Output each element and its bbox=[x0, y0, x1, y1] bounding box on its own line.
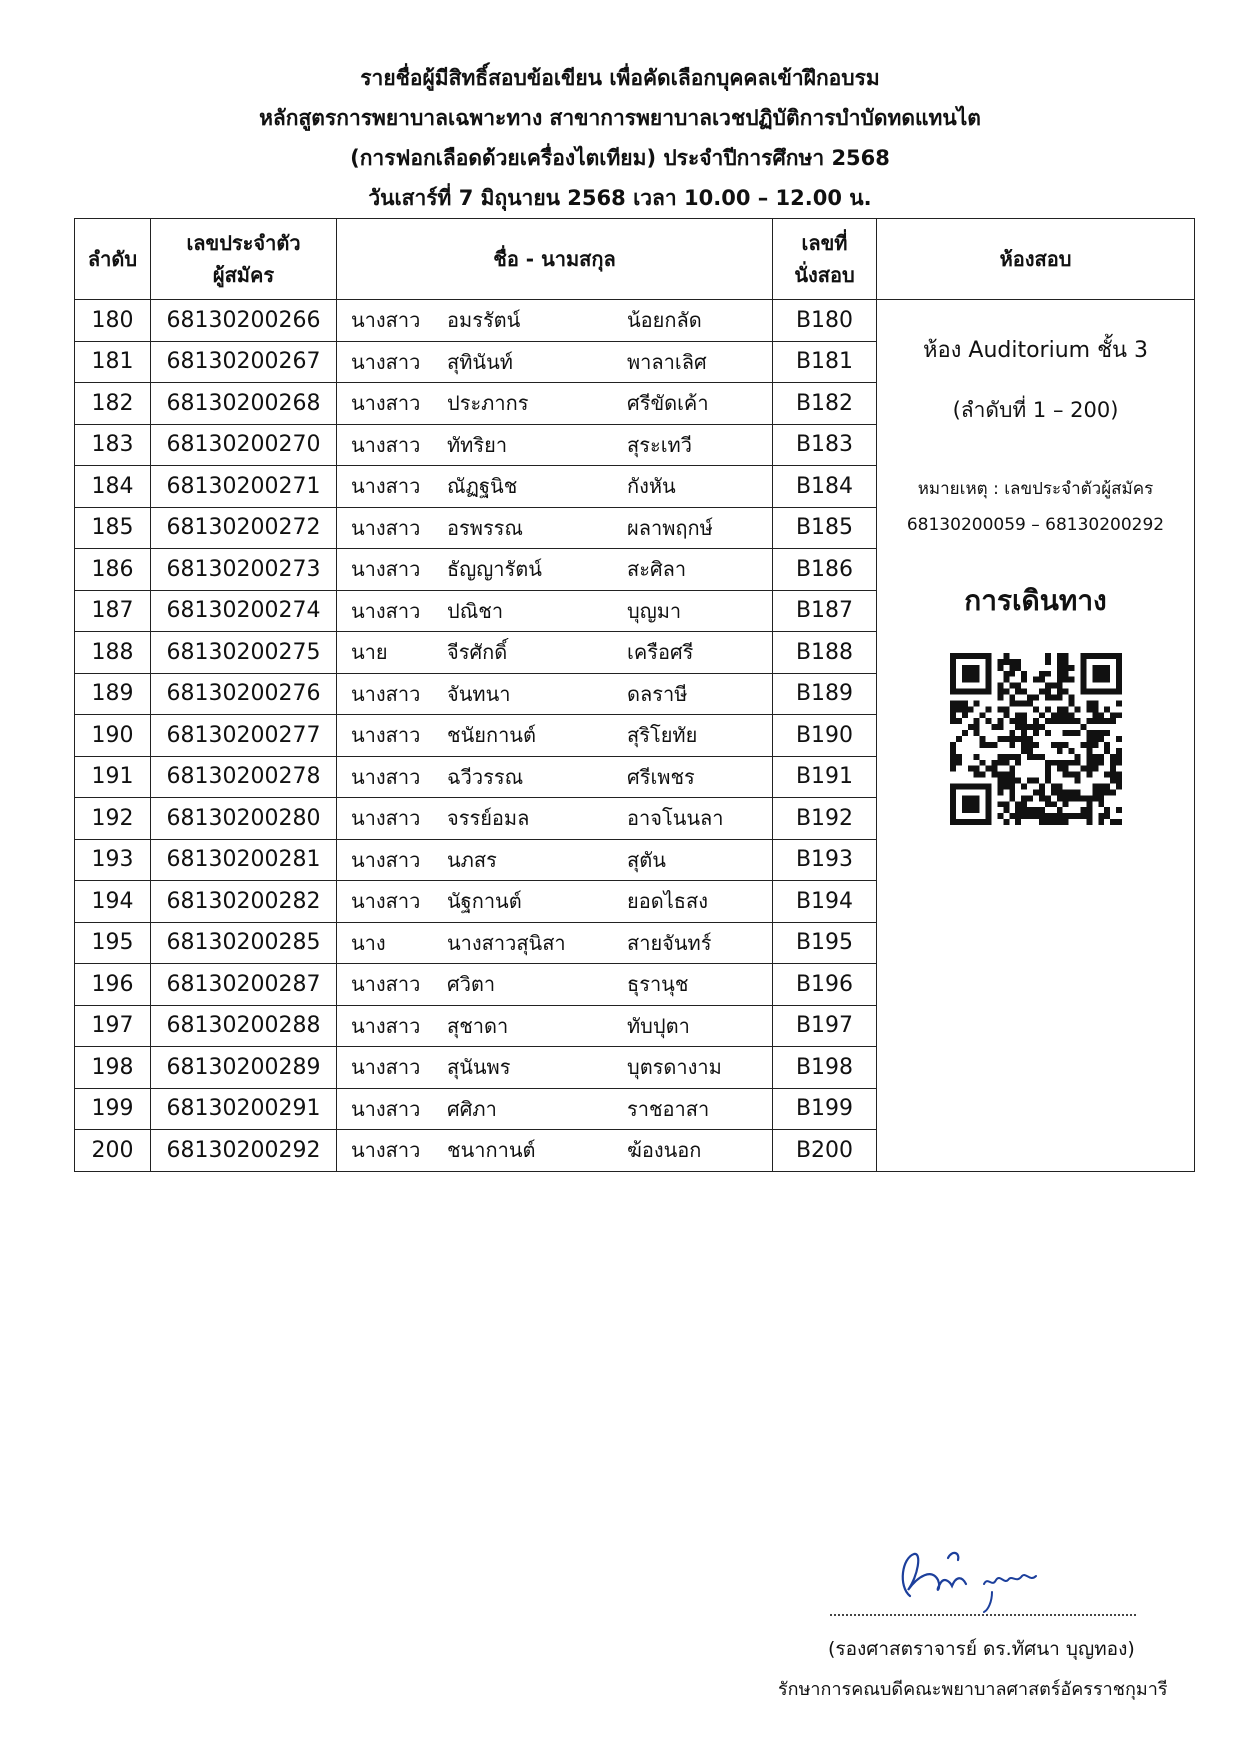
row-order: 196 bbox=[75, 964, 151, 1006]
row-order: 181 bbox=[75, 341, 151, 383]
table-row bbox=[75, 300, 1195, 342]
row-order: 184 bbox=[75, 466, 151, 508]
row-applicant-id: 68130200270 bbox=[151, 424, 337, 466]
row-name bbox=[337, 424, 773, 466]
handwritten-signature bbox=[888, 1546, 1068, 1616]
row-name bbox=[337, 881, 773, 923]
last-name: กังหัน bbox=[627, 474, 676, 499]
row-seat: B196 bbox=[773, 964, 877, 1006]
row-applicant-id: 68130200273 bbox=[151, 549, 337, 591]
row-name bbox=[337, 922, 773, 964]
header-name: ชื่อ - นามสกุล bbox=[337, 219, 773, 300]
row-applicant-id: 68130200288 bbox=[151, 1005, 337, 1047]
name-prefix: นางสาว bbox=[351, 681, 421, 706]
row-order: 199 bbox=[75, 1088, 151, 1130]
first-name: นภสร bbox=[447, 847, 497, 872]
row-name bbox=[337, 466, 773, 508]
travel-heading: การเดินทาง bbox=[964, 584, 1107, 617]
first-name: ทัทริยา bbox=[447, 432, 508, 457]
first-name: ประภากร bbox=[447, 391, 529, 416]
row-applicant-id: 68130200278 bbox=[151, 756, 337, 798]
row-order: 186 bbox=[75, 549, 151, 591]
row-name bbox=[337, 756, 773, 798]
row-seat: B193 bbox=[773, 839, 877, 881]
row-seat: B188 bbox=[773, 632, 877, 674]
last-name: ผลาพฤกษ์ bbox=[627, 515, 713, 540]
name-prefix: นางสาว bbox=[351, 432, 421, 457]
row-name bbox=[337, 1047, 773, 1089]
row-seat: B187 bbox=[773, 590, 877, 632]
room-note bbox=[877, 471, 1194, 543]
first-name: ณัฏฐนิช bbox=[447, 474, 518, 499]
first-name: นัฐกานต์ bbox=[447, 889, 522, 914]
name-prefix: นางสาว bbox=[351, 764, 421, 789]
row-seat: B182 bbox=[773, 383, 877, 425]
row-seat: B200 bbox=[773, 1130, 877, 1172]
first-name: ศวิตา bbox=[447, 972, 496, 997]
table-body bbox=[75, 300, 1195, 1172]
qr-code-icon[interactable] bbox=[950, 653, 1122, 825]
row-seat: B186 bbox=[773, 549, 877, 591]
row-order: 189 bbox=[75, 673, 151, 715]
last-name: ยอดไธสง bbox=[627, 889, 708, 914]
last-name: ธุรานุช bbox=[627, 972, 689, 997]
row-name bbox=[337, 590, 773, 632]
row-seat: B191 bbox=[773, 756, 877, 798]
name-prefix: นาย bbox=[351, 640, 388, 665]
row-order: 188 bbox=[75, 632, 151, 674]
row-name bbox=[337, 507, 773, 549]
row-applicant-id: 68130200280 bbox=[151, 798, 337, 840]
row-seat: B198 bbox=[773, 1047, 877, 1089]
title-line-2: หลักสูตรการพยาบาลเฉพาะทาง สาขาการพยาบาลเวชปฏิบัติการบำบัดทดแทนไต bbox=[259, 106, 981, 130]
name-prefix: นางสาว bbox=[351, 847, 421, 872]
header-room: ห้องสอบ bbox=[877, 219, 1195, 300]
row-applicant-id: 68130200285 bbox=[151, 922, 337, 964]
row-name bbox=[337, 1005, 773, 1047]
last-name: สายจันทร์ bbox=[627, 930, 712, 955]
first-name: อรพรรณ bbox=[447, 515, 523, 540]
row-name bbox=[337, 964, 773, 1006]
signer-name: (รองศาสตราจารย์ ดร.ทัศนา บุญทอง) bbox=[828, 1638, 1135, 1660]
row-order: 192 bbox=[75, 798, 151, 840]
row-applicant-id: 68130200277 bbox=[151, 715, 337, 757]
row-name bbox=[337, 798, 773, 840]
last-name: ศรีขัดเค้า bbox=[627, 391, 709, 416]
last-name: อาจโนนลา bbox=[627, 806, 724, 831]
row-applicant-id: 68130200266 bbox=[151, 300, 337, 342]
first-name: จรรย์อมล bbox=[447, 806, 530, 831]
last-name: สุระเทวี bbox=[627, 432, 692, 457]
row-applicant-id: 68130200275 bbox=[151, 632, 337, 674]
row-order: 197 bbox=[75, 1005, 151, 1047]
header-applicant-id: เลขประจำตัว ผู้สมัคร bbox=[151, 219, 337, 300]
last-name: บุตรดางาม bbox=[627, 1055, 722, 1080]
row-order: 195 bbox=[75, 922, 151, 964]
room-note-range: 68130200059 – 68130200292 bbox=[906, 515, 1165, 535]
row-seat: B189 bbox=[773, 673, 877, 715]
last-name: เครือศรี bbox=[627, 640, 694, 665]
row-order: 194 bbox=[75, 881, 151, 923]
name-prefix: นางสาว bbox=[351, 1013, 421, 1038]
row-order: 183 bbox=[75, 424, 151, 466]
name-prefix: นางสาว bbox=[351, 598, 421, 623]
last-name: ฆ้องนอก bbox=[627, 1138, 702, 1163]
name-prefix: นางสาว bbox=[351, 723, 421, 748]
last-name: ดลราษี bbox=[627, 681, 688, 706]
last-name: ราชอาสา bbox=[627, 1096, 710, 1121]
row-order: 190 bbox=[75, 715, 151, 757]
row-applicant-id: 68130200282 bbox=[151, 881, 337, 923]
name-prefix: นางสาว bbox=[351, 349, 421, 374]
row-name bbox=[337, 715, 773, 757]
row-seat: B184 bbox=[773, 466, 877, 508]
row-seat: B197 bbox=[773, 1005, 877, 1047]
row-order: 182 bbox=[75, 383, 151, 425]
name-prefix: นางสาว bbox=[351, 1055, 421, 1080]
row-applicant-id: 68130200274 bbox=[151, 590, 337, 632]
name-prefix: นางสาว bbox=[351, 557, 421, 582]
row-seat: B190 bbox=[773, 715, 877, 757]
document-title bbox=[0, 58, 1240, 218]
row-name bbox=[337, 383, 773, 425]
name-prefix: นางสาว bbox=[351, 515, 421, 540]
row-seat: B199 bbox=[773, 1088, 877, 1130]
row-applicant-id: 68130200281 bbox=[151, 839, 337, 881]
row-applicant-id: 68130200276 bbox=[151, 673, 337, 715]
last-name: บุญมา bbox=[627, 598, 682, 623]
first-name: อมรรัตน์ bbox=[447, 308, 521, 333]
first-name: ชนากานต์ bbox=[447, 1138, 536, 1163]
row-seat: B195 bbox=[773, 922, 877, 964]
first-name: สุนันพร bbox=[447, 1055, 511, 1080]
row-applicant-id: 68130200292 bbox=[151, 1130, 337, 1172]
title-line-4: วันเสาร์ที่ 7 มิถุนายน 2568 เวลา 10.00 – 12.00 น. bbox=[368, 186, 872, 210]
name-prefix: นางสาว bbox=[351, 806, 421, 831]
row-seat: B180 bbox=[773, 300, 877, 342]
last-name: สุริโยทัย bbox=[627, 723, 698, 748]
signer-title: รักษาการคณบดีคณะพยาบาลศาสตร์อัครราชกุมารี bbox=[778, 1679, 1168, 1700]
room-range: (ลำดับที่ 1 – 200) bbox=[952, 398, 1119, 422]
row-seat: B192 bbox=[773, 798, 877, 840]
row-name bbox=[337, 1088, 773, 1130]
row-order: 191 bbox=[75, 756, 151, 798]
row-name bbox=[337, 341, 773, 383]
row-applicant-id: 68130200271 bbox=[151, 466, 337, 508]
last-name: สะศิลา bbox=[627, 557, 687, 582]
row-applicant-id: 68130200289 bbox=[151, 1047, 337, 1089]
row-applicant-id: 68130200291 bbox=[151, 1088, 337, 1130]
candidate-table bbox=[74, 218, 1195, 1172]
first-name: นางสาวสุนิสา bbox=[447, 930, 566, 955]
row-applicant-id: 68130200267 bbox=[151, 341, 337, 383]
name-prefix: นางสาว bbox=[351, 1138, 421, 1163]
row-order: 200 bbox=[75, 1130, 151, 1172]
header-seat: เลขที่ นั่งสอบ bbox=[773, 219, 877, 300]
row-name bbox=[337, 1130, 773, 1172]
row-order: 198 bbox=[75, 1047, 151, 1089]
first-name: สุชาดา bbox=[447, 1013, 509, 1038]
name-prefix: นางสาว bbox=[351, 1096, 421, 1121]
room-note-label: หมายเหตุ : เลขประจำตัวผู้สมัคร bbox=[917, 479, 1154, 499]
title-line-1: รายชื่อผู้มีสิทธิ์สอบข้อเขียน เพื่อคัดเลือกบุคคลเข้าฝึกอบรม bbox=[360, 66, 880, 90]
row-seat: B194 bbox=[773, 881, 877, 923]
name-prefix: นางสาว bbox=[351, 308, 421, 333]
first-name: สุทินันท์ bbox=[447, 349, 513, 374]
first-name: ชนัยกานต์ bbox=[447, 723, 536, 748]
row-name bbox=[337, 839, 773, 881]
row-name bbox=[337, 549, 773, 591]
row-applicant-id: 68130200268 bbox=[151, 383, 337, 425]
table-header-row bbox=[75, 219, 1195, 300]
name-prefix: นางสาว bbox=[351, 391, 421, 416]
row-name bbox=[337, 632, 773, 674]
first-name: จีรศักดิ์ bbox=[447, 640, 508, 665]
first-name: จันทนา bbox=[447, 681, 511, 706]
first-name: ปณิชา bbox=[447, 598, 504, 623]
name-prefix: นาง bbox=[351, 930, 386, 955]
last-name: พาลาเลิศ bbox=[627, 349, 707, 374]
title-line-3: (การฟอกเลือดด้วยเครื่องไตเทียม) ประจำปีการศึกษา 2568 bbox=[350, 146, 890, 170]
last-name: ทับปุตา bbox=[627, 1013, 690, 1038]
name-prefix: นางสาว bbox=[351, 889, 421, 914]
row-seat: B181 bbox=[773, 341, 877, 383]
last-name: น้อยกลัด bbox=[627, 308, 702, 333]
first-name: ธัญญารัตน์ bbox=[447, 557, 542, 582]
last-name: สุตัน bbox=[627, 847, 666, 872]
first-name: ฉวีวรรณ bbox=[447, 764, 524, 789]
signature-line bbox=[830, 1614, 1136, 1616]
name-prefix: นางสาว bbox=[351, 474, 421, 499]
row-applicant-id: 68130200287 bbox=[151, 964, 337, 1006]
row-order: 187 bbox=[75, 590, 151, 632]
row-seat: B183 bbox=[773, 424, 877, 466]
row-order: 193 bbox=[75, 839, 151, 881]
name-prefix: นางสาว bbox=[351, 972, 421, 997]
row-name bbox=[337, 300, 773, 342]
row-name bbox=[337, 673, 773, 715]
row-seat: B185 bbox=[773, 507, 877, 549]
row-applicant-id: 68130200272 bbox=[151, 507, 337, 549]
first-name: ศศิภา bbox=[447, 1096, 497, 1121]
header-order: ลำดับ bbox=[75, 219, 151, 300]
row-order: 185 bbox=[75, 507, 151, 549]
exam-room-cell bbox=[877, 300, 1195, 1172]
last-name: ศรีเพชร bbox=[627, 764, 695, 789]
row-order: 180 bbox=[75, 300, 151, 342]
room-name: ห้อง Auditorium ชั้น 3 bbox=[922, 338, 1149, 363]
